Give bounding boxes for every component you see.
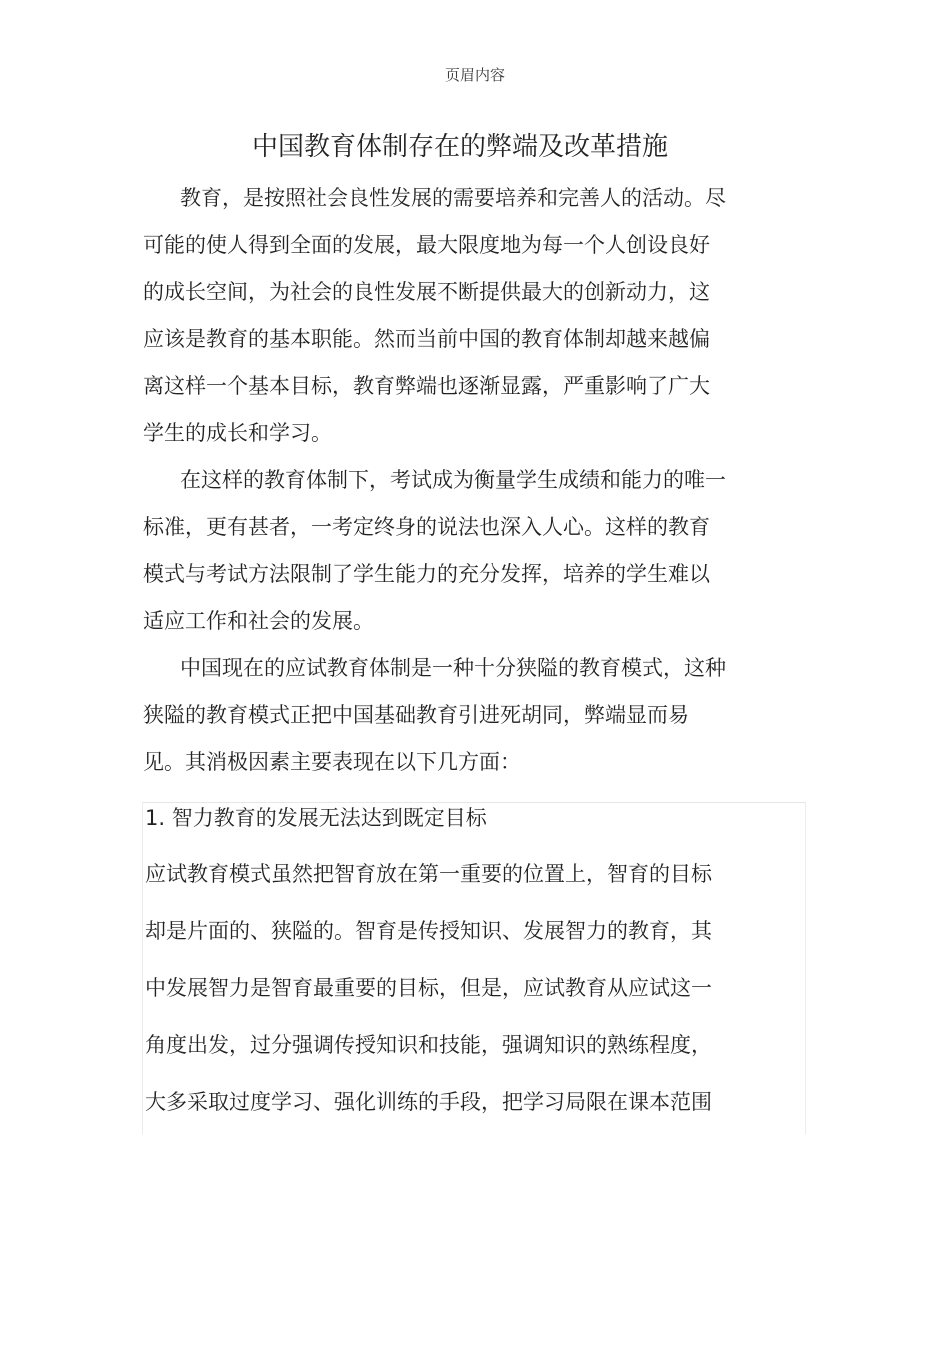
paragraph-3 (143, 645, 763, 786)
paragraph-line: 模式与考试方法限制了学生能力的充分发挥，培养的学生难以 (143, 562, 710, 586)
section-body (145, 846, 805, 1131)
page-header: 页眉内容 (444, 66, 505, 84)
paragraph-line: 标准，更有甚者，一考定终身的说法也深入人心。这样的教育 (143, 515, 710, 539)
paragraph-line: 在这样的教育体制下，考试成为衡量学生成绩和能力的唯一 (180, 468, 726, 492)
paragraph-line: 适应工作和社会的发展。 (143, 609, 374, 633)
document-body (143, 175, 763, 786)
paragraph-2 (143, 457, 763, 645)
paragraph-line: 狭隘的教育模式正把中国基础教育引进死胡同，弊端显而易 (143, 703, 689, 727)
section-line: 却是片面的、狭隘的。智育是传授知识、发展智力的教育，其 (145, 919, 712, 943)
paragraph-line: 教育，是按照社会良性发展的需要培养和完善人的活动。尽 (180, 186, 726, 210)
section-content (143, 803, 805, 1131)
paragraph-line: 应该是教育的基本职能。然而当前中国的教育体制却越来越偏 (143, 327, 710, 351)
paragraph-line: 见。其消极因素主要表现在以下几方面： (143, 750, 521, 774)
paragraph-line: 可能的使人得到全面的发展，最大限度地为每一个人创设良好 (143, 233, 710, 257)
section-line: 大多采取过度学习、强化训练的手段，把学习局限在课本范围 (145, 1090, 712, 1114)
paragraph-line: 中国现在的应试教育体制是一种十分狭隘的教育模式，这种 (180, 656, 726, 680)
paragraph-1 (143, 175, 763, 457)
paragraph-line: 学生的成长和学习。 (143, 421, 332, 445)
document-title: 中国教育体制存在的弊端及改革措施 (251, 132, 668, 162)
paragraph-line: 的成长空间，为社会的良性发展不断提供最大的创新动力，这 (143, 280, 710, 304)
section-box (142, 802, 806, 1134)
section-line: 应试教育模式虽然把智育放在第一重要的位置上，智育的目标 (145, 862, 712, 886)
section-line: 中发展智力是智育最重要的目标，但是，应试教育从应试这一 (145, 976, 712, 1000)
paragraph-line: 离这样一个基本目标，教育弊端也逐渐显露，严重影响了广大 (143, 374, 710, 398)
section-line: 角度出发，过分强调传授知识和技能，强调知识的熟练程度， (145, 1033, 712, 1057)
section-heading: 1. 智力教育的发展无法达到既定目标 (145, 806, 487, 830)
